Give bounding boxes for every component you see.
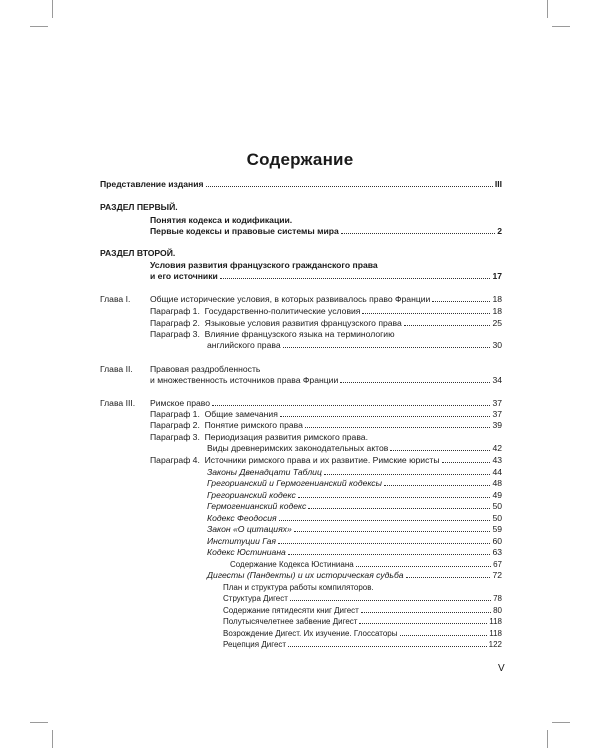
section-heading: РАЗДЕЛ ПЕРВЫЙ.	[100, 202, 178, 212]
crop-mark	[52, 0, 53, 18]
entry-text: Представление издания	[100, 179, 204, 189]
toc-entry-ch3-p4[interactable]: Параграф 4. Источники римского права и их развитие. Римские юристы 43	[150, 455, 502, 465]
toc-entry-source[interactable]: Законы Двенадцати Таблиц 44	[207, 467, 502, 477]
toc-entry-source[interactable]: Институции Гая 60	[207, 536, 502, 546]
page-title: Содержание	[246, 150, 354, 169]
entry-page: 2	[497, 226, 502, 236]
toc-entry-source[interactable]: Грегорианский кодекс 49	[207, 490, 502, 500]
toc-entry-subsection[interactable]: Возрождение Дигест. Их изучение. Глоссаторы 118	[223, 629, 502, 638]
toc-entry-ch1-p3[interactable]: Параграф 3. Влияние французского языка на терминологию английского права 30	[150, 329, 502, 350]
page-number: V	[498, 663, 505, 674]
toc-entry-source[interactable]: Грегорианский и Гермогенианский кодексы 48	[207, 478, 502, 488]
toc-entry-ch3-p1[interactable]: Параграф 1. Общие замечания 37	[150, 409, 502, 419]
chapter-label: Глава II.	[100, 364, 133, 374]
toc-entry-subsection[interactable]: Структура Дигест 78	[223, 594, 502, 603]
toc-entry-source[interactable]: Закон «О цитациях» 59	[207, 524, 502, 534]
toc-entry-subsection[interactable]: Полутысячелетнее забвение Дигест 118	[223, 617, 502, 626]
toc-entry-ch2[interactable]: Правовая раздробленность и множественность источников права Франции 34	[150, 364, 502, 385]
toc-entry-ch3[interactable]: Римское право 37	[150, 398, 502, 408]
crop-mark	[547, 0, 548, 18]
crop-mark	[547, 730, 548, 748]
toc-entry-subsection[interactable]: План и структура работы компиляторов.	[223, 583, 374, 592]
toc-entry-intro[interactable]	[100, 179, 502, 190]
toc-entry-ch1-p1[interactable]: Параграф 1. Государственно-политические условия 18	[150, 306, 502, 316]
crop-mark	[30, 26, 48, 27]
entry-page: 17	[492, 271, 502, 281]
toc-entry-source[interactable]: Кодекс Юстиниана 63	[207, 547, 502, 557]
section-heading: РАЗДЕЛ ВТОРОЙ.	[100, 248, 176, 258]
toc-entry-ch1[interactable]: Общие исторические условия, в которых развивалось право Франции 18	[150, 294, 502, 304]
toc-entry-subsection[interactable]: Содержание Кодекса Юстиниана 67	[230, 560, 502, 569]
chapter-label: Глава III.	[100, 398, 136, 408]
crop-mark	[552, 26, 570, 27]
chapter-label: Глава I.	[100, 294, 131, 304]
entry-page: III	[494, 179, 502, 189]
toc-entry-subsection[interactable]: Рецепция Дигест 122	[223, 640, 502, 649]
toc-entry-ch3-p2[interactable]: Параграф 2. Понятие римского права 39	[150, 420, 502, 430]
crop-mark	[552, 722, 570, 723]
toc-entry-source[interactable]: Кодекс Феодосия 50	[207, 513, 502, 523]
toc-entry-ch1-p2[interactable]: Параграф 2. Языковые условия развития французского права 25	[150, 318, 502, 328]
toc-entry-subsection[interactable]: Содержание пятидесяти книг Дигест 80	[223, 606, 502, 615]
toc-entry-section2[interactable]: Условия развития французского гражданского права и его источники 17	[150, 260, 502, 281]
toc-entry-section1[interactable]: Понятия кодекса и кодификации. Первые кодексы и правовые системы мира 2	[150, 215, 502, 236]
toc-entry-source[interactable]: Гермогенианский кодекс 50	[207, 501, 502, 511]
crop-mark	[52, 730, 53, 748]
toc-entry-ch3-p3[interactable]: Параграф 3. Периодизация развития римского права. Виды древнеримских законодательных актов 42	[150, 432, 502, 453]
toc-entry-source[interactable]: Дигесты (Пандекты) и их историческая судьба 72	[207, 570, 502, 580]
crop-mark	[30, 722, 48, 723]
